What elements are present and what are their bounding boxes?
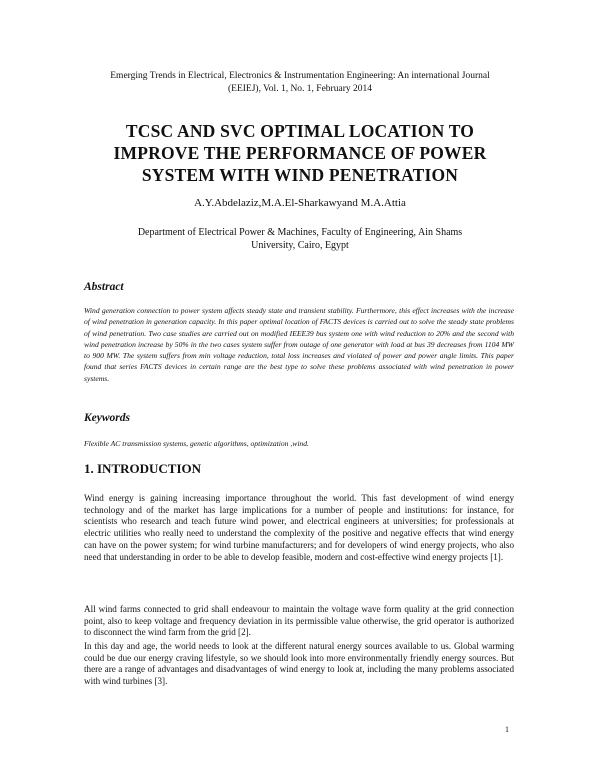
abstract-text: Wind generation connection to power system affects steady state and transient stability. Furthermore, this effect increases with the increase of wind penetration in generation capacity. In this paper optimal location of FACTS devices is carried out to solve the steady state problems of wind penetration. Two case studies are carried out on modified IEEE39 bus system one with wind reduction to 20% and the second with wind penetration increase by 50% in the two cases system suffer from outage of one generator with load at bus 39 decreases from 1104 MW to 900 MW. The system suffers from min voltage reduction, total loss increases and violated of power and power angle limits. This paper found that series FACTS devices in certain range are the best type to solve these problems associated with wind penetration in power systems. [84, 306, 514, 383]
introduction-paragraph-1: Wind energy is gaining increasing importance throughout the world. This fast development of wind energy technology and of the market has large implications for a number of people and institutions: for instance, for scientists who research and teach future wind power, and electrical engineers at universities; for professionals at electric utilities who really need to understand the complexity of the positive and negative effects that wind energy can have on the power system; for wind turbine manufacturers; and for developers of wind energy projects, who also need that understanding in order to be able to develop feasible, modern and cost-effective wind energy projects [1]. [84, 493, 514, 562]
journal-header-line-1: Emerging Trends in Electrical, Electronics & Instrumentation Engineering: An international Journal [110, 71, 490, 81]
introduction-paragraph-3: In this day and age, the world needs to look at the different natural energy sources available to us. Global warming could be due our energy craving lifestyle, so we should look into more environmentally friendly energy sources. But there are a range of advantages and disadvantages of wind energy to look at, including the many problems associated with wind turbines [3]. [84, 641, 514, 687]
introduction-paragraph-2: All wind farms connected to grid shall endeavour to maintain the voltage wave form quality at the grid connection point, also to keep voltage and frequency deviation in its permissible value otherwise, the grid operator is authorized to disconnect the wind farm from the grid [2]. [84, 604, 514, 638]
paper-title-line-3: SYSTEM WITH WIND PENETRATION [141, 165, 459, 185]
abstract-heading: Abstract [84, 281, 124, 293]
paper-title-line-2: IMPROVE THE PERFORMANCE OF POWER [113, 143, 487, 163]
introduction-heading: 1. INTRODUCTION [84, 461, 202, 476]
affiliation-line-1: Department of Electrical Power & Machines, Faculty of Engineering, Ain Shams [137, 227, 463, 238]
authors: A.Y.Abdelaziz,M.A.El-Sharkawyand M.A.Attia [194, 197, 406, 209]
keywords-heading: Keywords [84, 412, 130, 424]
keywords-text: Flexible AC transmission systems, genetic algorithms, optimization ,wind. [84, 439, 309, 448]
paper-title [70, 120, 530, 186]
page-number: 1 [505, 725, 509, 734]
journal-header [80, 70, 520, 96]
paper-title-line-1: TCSC AND SVC OPTIMAL LOCATION TO [125, 121, 475, 141]
journal-header-line-2: (EEIEJ), Vol. 1, No. 1, February 2014 [228, 84, 372, 94]
affiliation-line-2: University, Cairo, Egypt [251, 240, 349, 251]
affiliation [80, 226, 520, 252]
